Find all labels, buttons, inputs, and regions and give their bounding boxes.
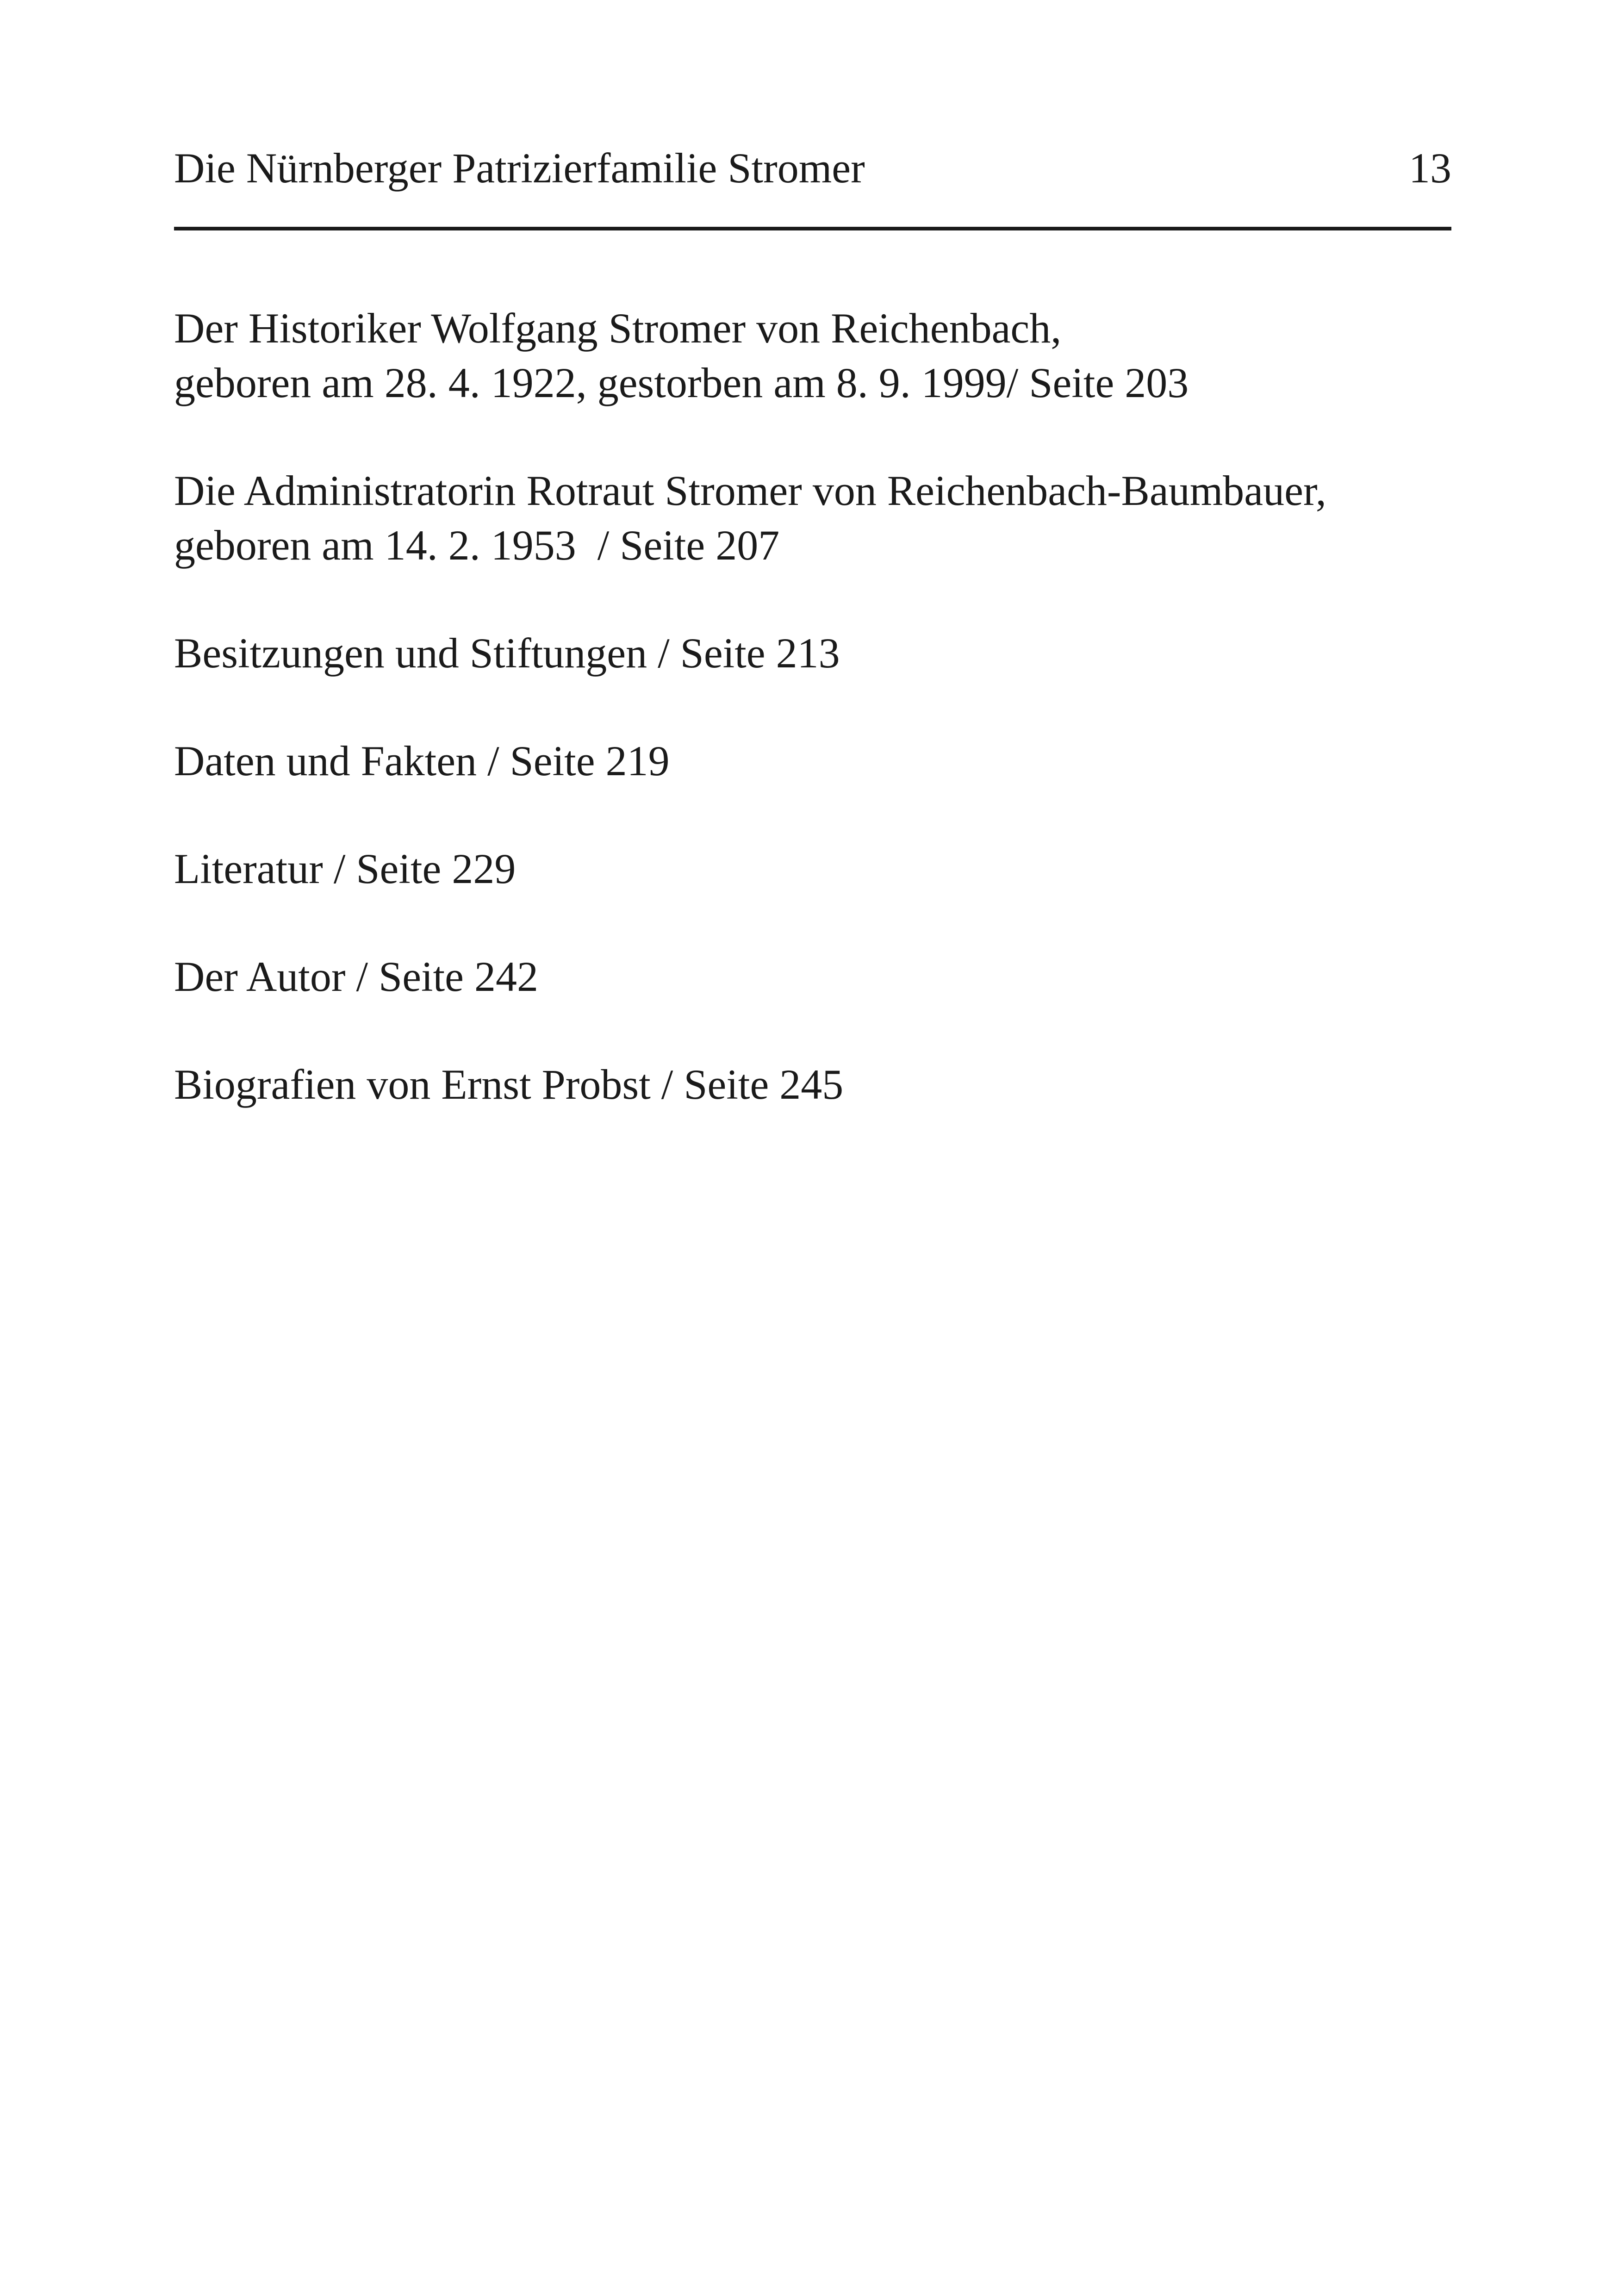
toc-entry-autor [174,949,1451,1004]
page-number: 13 [1409,144,1451,192]
toc-entry-historiker [174,301,1451,410]
toc-entry-line: Literatur / Seite 229 [174,845,516,892]
running-header-title: Die Nürnberger Patrizierfamilie Stromer [174,144,865,192]
toc-entry-line: Die Administratorin Rotraut Stromer von Reichenbach-Baumbauer, [174,467,1326,514]
toc-entry-daten [174,734,1451,788]
toc-entry-line: Biografien von Ernst Probst / Seite 245 [174,1061,844,1108]
toc-entry-literatur [174,841,1451,896]
toc-entry-line: geboren am 14. 2. 1953 / Seite 207 [174,522,780,569]
toc-entry-line: Der Autor / Seite 242 [174,953,538,1000]
table-of-contents [174,301,1451,1165]
toc-entry-line: Der Historiker Wolfgang Stromer von Reichenbach, [174,305,1062,352]
toc-entry-line: Daten und Fakten / Seite 219 [174,737,670,784]
toc-entry-besitzungen [174,626,1451,680]
running-header [174,134,1451,199]
header-divider [174,227,1451,230]
toc-entry-line: Besitzungen und Stiftungen / Seite 213 [174,629,840,677]
toc-entry-line: geboren am 28. 4. 1922, gestorben am 8. 9. 1999/ Seite 203 [174,359,1189,406]
toc-entry-administratorin [174,463,1451,572]
toc-entry-biografien [174,1057,1451,1112]
